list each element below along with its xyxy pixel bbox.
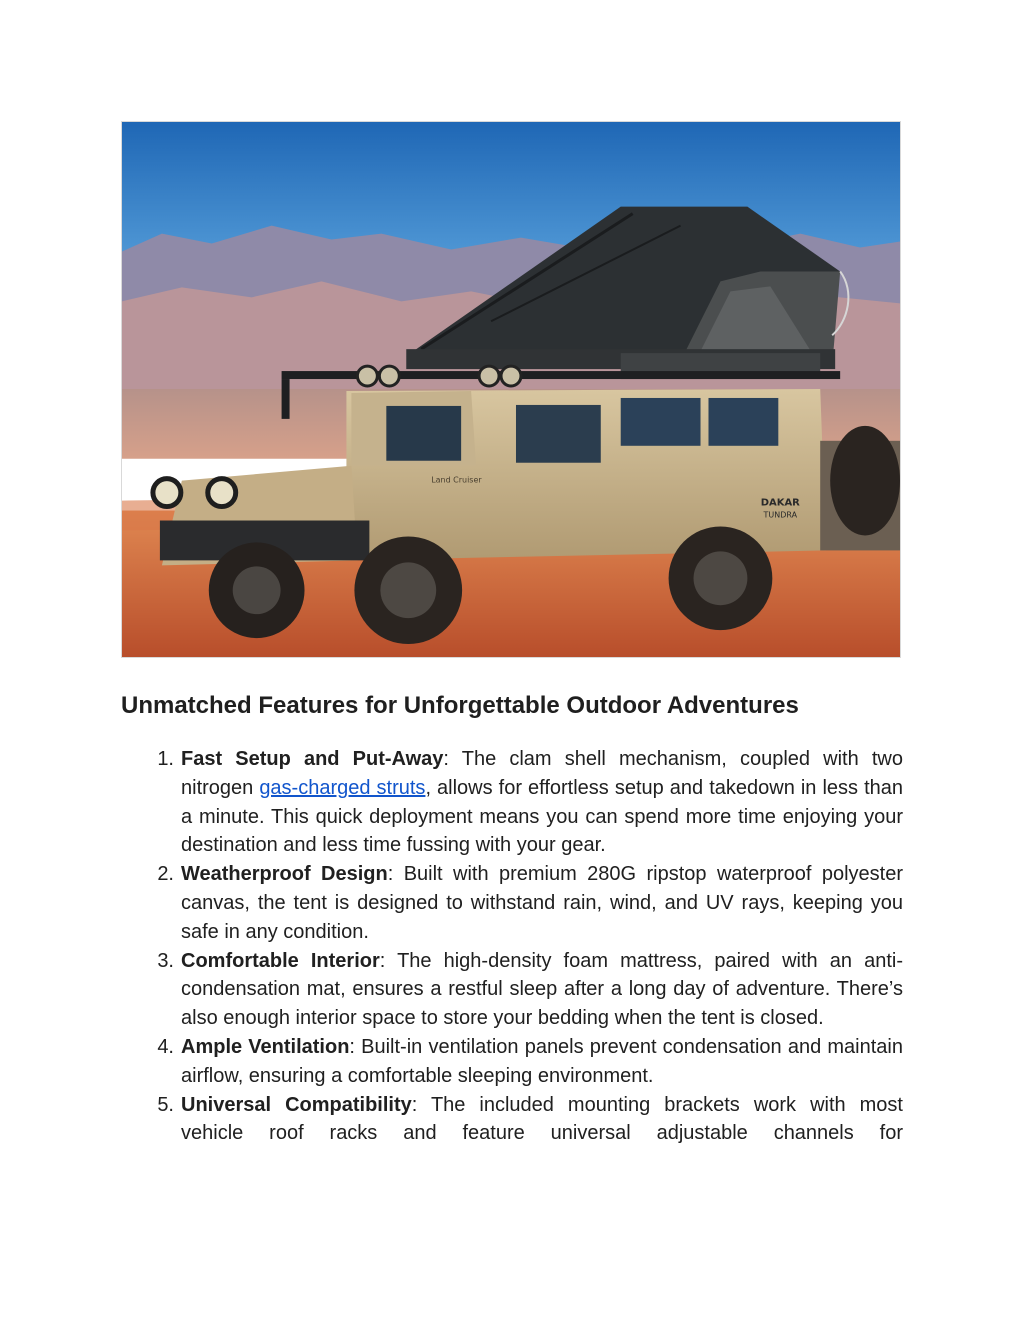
feature-title: Universal Compatibility — [181, 1093, 412, 1116]
feature-list — [121, 745, 903, 1148]
list-item-number: 4. — [157, 1035, 174, 1058]
hero-image — [121, 121, 901, 658]
feature-text: , allows for effortless setup and takedown in less than a minute. This quick deployment means you can spend more time enjoying your destination and less time fussing with your gear. — [181, 776, 903, 857]
vehicle-badge-bottom: TUNDRA — [763, 510, 798, 520]
feature-text: : The high-density foam mattress, paired with an anti-condensation mat, ensures a restful sleep after a long day of adventure. There’s also enough interior space to store your bedding when the tent is closed. — [181, 949, 903, 1030]
feature-title: Fast Setup and Put-Away — [181, 748, 444, 770]
feature-text: : The included mounting brackets work with most vehicle roof racks and feature universal adjustable channels for — [181, 1093, 903, 1145]
list-item-body — [181, 1033, 903, 1091]
list-item — [121, 947, 903, 1033]
feature-title: Weatherproof Design — [181, 863, 388, 886]
list-item — [121, 860, 903, 946]
list-item — [121, 1033, 903, 1091]
feature-title: Ample Ventilation — [181, 1035, 350, 1058]
list-item-number: 1. — [157, 748, 174, 770]
vehicle-tent-illustration — [122, 122, 900, 657]
list-item-body — [181, 860, 903, 946]
section-heading: Unmatched Features for Unforgettable Outdoor Adventures — [121, 692, 799, 719]
feature-text: : Built with premium 280G ripstop waterproof polyester canvas, the tent is designed to withstand rain, wind, and UV rays, keeping you safe in any condition. — [181, 863, 903, 943]
list-item-body — [181, 745, 903, 860]
vehicle-badge-top: DAKAR — [760, 497, 800, 509]
gas-charged-struts-link[interactable]: gas-charged struts — [259, 776, 426, 799]
list-item-number: 5. — [157, 1093, 174, 1116]
list-item — [121, 745, 903, 860]
vehicle-door-script: Land Cruiser — [431, 475, 482, 485]
list-item-body — [181, 1091, 903, 1149]
feature-title: Comfortable Interior — [181, 949, 380, 972]
list-item-body — [181, 947, 903, 1033]
list-item-number: 3. — [157, 949, 174, 972]
feature-text: : The clam shell mechanism, coupled with two nitrogen — [181, 748, 903, 799]
feature-text: : Built-in ventilation panels prevent condensation and maintain airflow, ensuring a comfortable sleeping environment. — [181, 1035, 903, 1087]
list-item — [121, 1091, 903, 1149]
list-item-number: 2. — [157, 863, 174, 886]
